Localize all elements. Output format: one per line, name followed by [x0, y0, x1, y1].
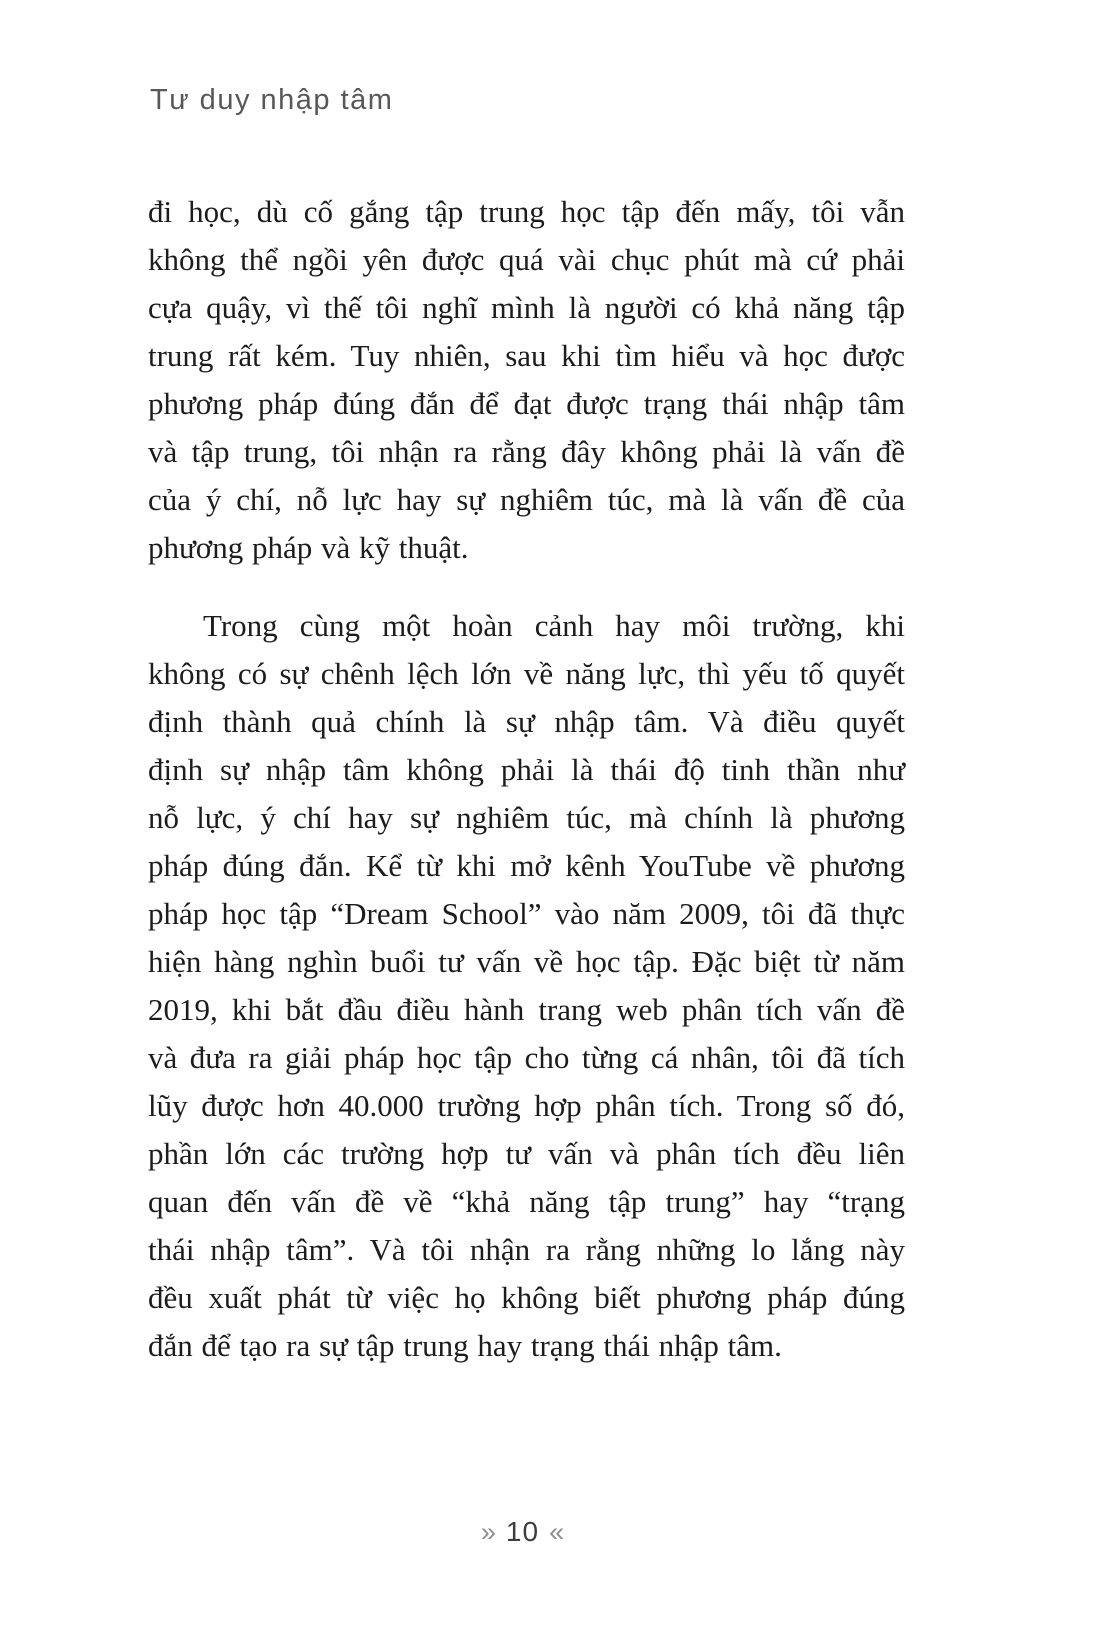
text-line: Trong cùng một hoàn cảnh hay môi trường, khi — [203, 608, 905, 643]
text-line: pháp học tập “Dream School” vào năm 2009, tôi đã thực — [148, 896, 905, 931]
text-line: trung rất kém. Tuy nhiên, sau khi tìm hiểu và học được — [148, 338, 905, 373]
text-line: thái nhập tâm”. Và tôi nhận ra rằng những lo lắng này — [148, 1232, 905, 1267]
text-line: định thành quả chính là sự nhập tâm. Và điều quyết — [148, 704, 905, 739]
text-line: đi học, dù cố gắng tập trung học tập đến mấy, tôi vẫn — [148, 194, 905, 229]
footer-left-guillemet: » — [480, 1517, 496, 1547]
text-line: đắn để tạo ra sự tập trung hay trạng thái nhập tâm. — [148, 1328, 782, 1363]
page-footer — [0, 1516, 1045, 1548]
paragraph — [148, 188, 905, 572]
text-line: quan đến vấn đề về “khả năng tập trung” hay “trạng — [148, 1184, 905, 1219]
text-line: định sự nhập tâm không phải là thái độ tinh thần như — [148, 752, 905, 787]
running-header: Tư duy nhập tâm — [150, 84, 394, 116]
text-line: và đưa ra giải pháp học tập cho từng cá nhân, tôi đã tích — [148, 1040, 905, 1075]
text-line: phần lớn các trường hợp tư vấn và phân tích đều liên — [148, 1136, 905, 1171]
text-line: phương pháp và kỹ thuật. — [148, 530, 469, 565]
footer-right-guillemet: « — [549, 1517, 565, 1547]
text-line: cựa quậy, vì thế tôi nghĩ mình là người có khả năng tập — [148, 290, 905, 325]
text-line: pháp đúng đắn. Kể từ khi mở kênh YouTube về phương — [148, 848, 905, 883]
text-line: không thể ngồi yên được quá vài chục phút mà cứ phải — [148, 242, 905, 277]
text-line: hiện hàng nghìn buổi tư vấn về học tập. Đặc biệt từ năm — [148, 944, 905, 979]
text-line: đều xuất phát từ việc họ không biết phương pháp đúng — [148, 1280, 905, 1315]
page-number: 10 — [505, 1516, 540, 1547]
text-line: và tập trung, tôi nhận ra rằng đây không phải là vấn đề — [148, 434, 905, 469]
text-line: 2019, khi bắt đầu điều hành trang web phân tích vấn đề — [148, 992, 905, 1027]
text-line: của ý chí, nỗ lực hay sự nghiêm túc, mà là vấn đề của — [148, 482, 905, 517]
text-line: phương pháp đúng đắn để đạt được trạng thái nhập tâm — [148, 386, 905, 421]
text-line: lũy được hơn 40.000 trường hợp phân tích. Trong số đó, — [148, 1088, 905, 1123]
text-line: không có sự chênh lệch lớn về năng lực, thì yếu tố quyết — [148, 656, 905, 691]
text-line: nỗ lực, ý chí hay sự nghiêm túc, mà chính là phương — [148, 800, 905, 835]
body-text — [148, 188, 905, 1370]
paragraph — [148, 602, 905, 1370]
